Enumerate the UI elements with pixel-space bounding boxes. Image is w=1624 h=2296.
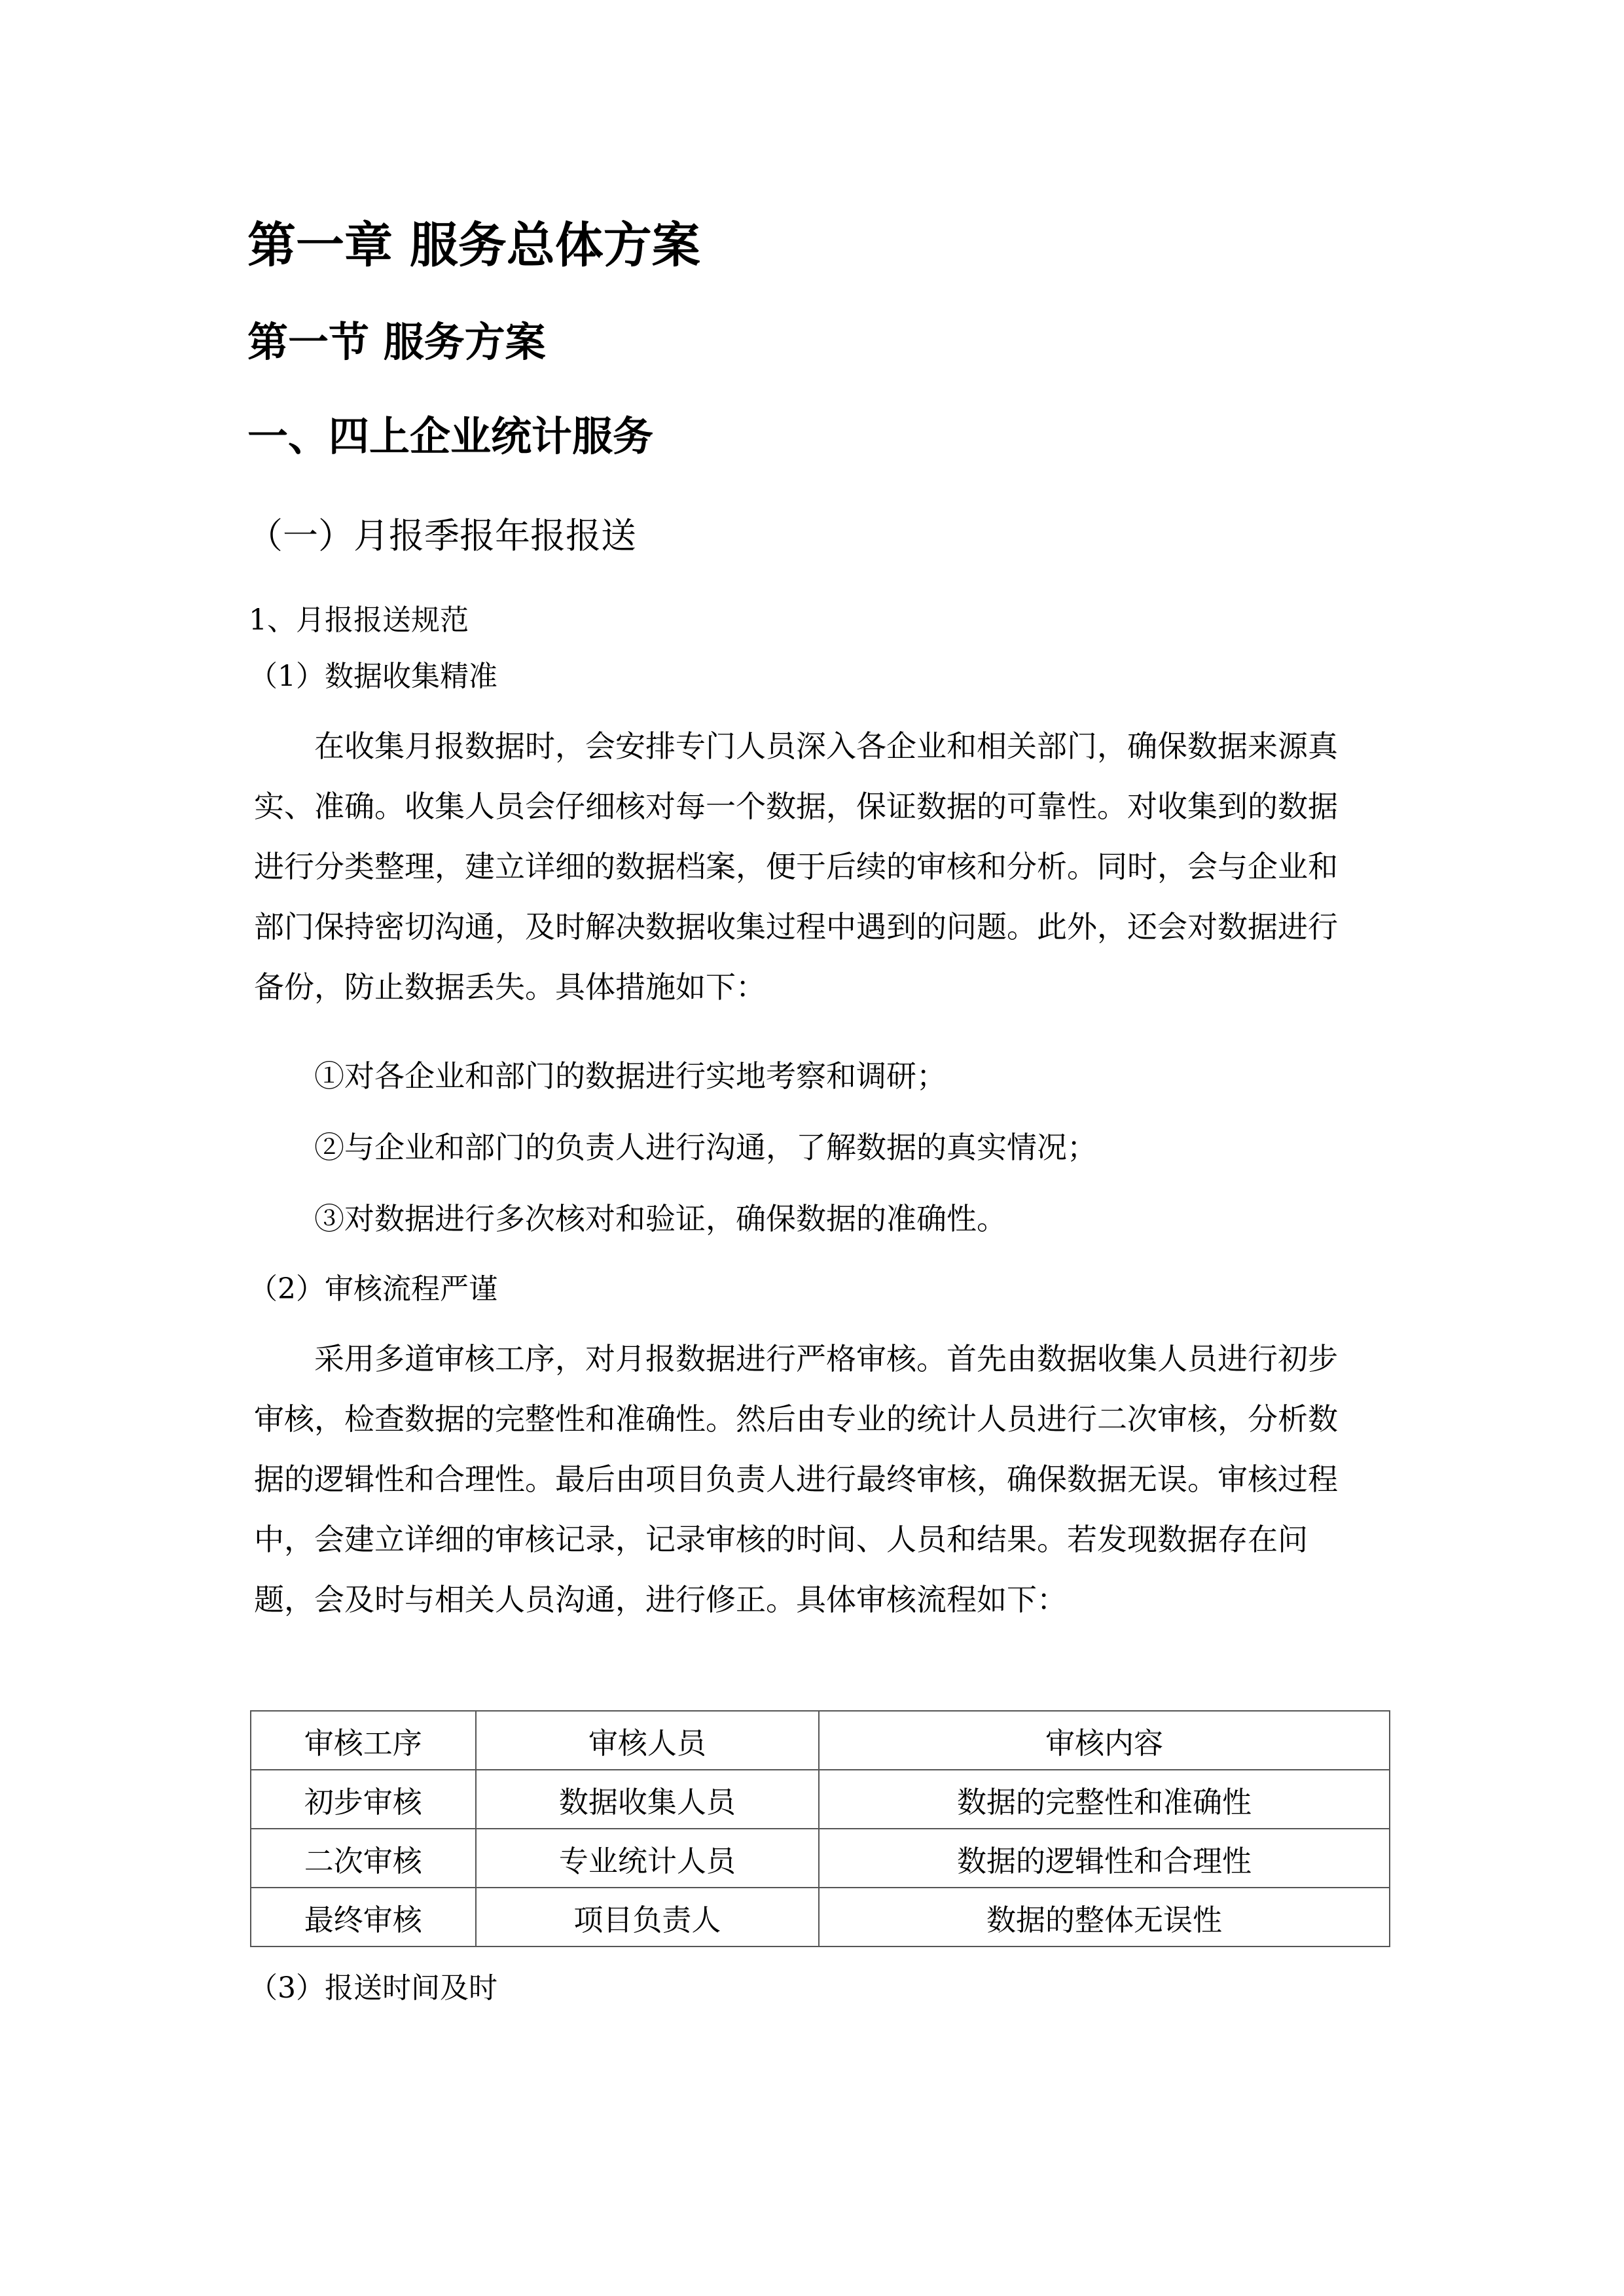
table-header-row: [251, 1711, 1390, 1770]
section-title: 第一节 服务方案: [247, 318, 546, 366]
table-row: [251, 1770, 1390, 1829]
table-row: [251, 1829, 1390, 1888]
table-header-cell: 审核工序: [251, 1711, 476, 1770]
part-title: （一）月报季报年报报送: [247, 515, 636, 556]
sub3-heading: （3）报送时间及时: [249, 1971, 497, 2005]
sub1-list-item-3: ③对数据进行多次核对和验证，确保数据的准确性。: [314, 1201, 1007, 1236]
table-cell: 初步审核: [251, 1770, 476, 1829]
sub2-paragraph: 采用多道审核工序，对月报数据进行严格审核。首先由数据收集人员进行初步审核，检查数据的完整性和准确性。然后由专业的统计人员进行二次审核，分析数据的逻辑性和合理性。最后由项目负责人进行最终审核，确保数据无误。审核过程中，会建立详细的审核记录，记录审核的时间、人员和结果。若发现数据存在问题，会及时与相关人员沟通，进行修正。具体审核流程如下：: [254, 1341, 1338, 1617]
sub2-heading: （2）审核流程严谨: [249, 1272, 497, 1306]
sub1-paragraph: 在收集月报数据时，会安排专门人员深入各企业和相关部门，确保数据来源真实、准确。收集人员会仔细核对每一个数据，保证数据的可靠性。对收集到的数据进行分类整理，建立详细的数据档案，便于后续的审核和分析。同时，会与企业和部门保持密切沟通，及时解决数据收集过程中遇到的问题。此外，还会对数据进行备份，防止数据丢失。具体措施如下：: [254, 728, 1338, 1005]
sub1-list-item-2: ②与企业和部门的负责人进行沟通，了解数据的真实情况；: [314, 1130, 1097, 1165]
sub1-list-item-1: ①对各企业和部门的数据进行实地考察和调研；: [314, 1058, 947, 1094]
item-title: 1、月报报送规范: [249, 603, 469, 637]
table-row: [251, 1888, 1390, 1946]
table-cell: 二次审核: [251, 1829, 476, 1888]
subsection-title: 一、四上企业统计服务: [247, 412, 654, 460]
table-cell: 数据的完整性和准确性: [819, 1770, 1390, 1829]
table-header-cell: 审核人员: [476, 1711, 819, 1770]
table-header-cell: 审核内容: [819, 1711, 1390, 1770]
table-cell: 数据的整体无误性: [819, 1888, 1390, 1946]
sub1-heading: （1）数据收集精准: [249, 660, 497, 693]
table-cell: 数据的逻辑性和合理性: [819, 1829, 1390, 1888]
review-process-table: [250, 1710, 1390, 1947]
table-cell: 专业统计人员: [476, 1829, 819, 1888]
table-cell: 项目负责人: [476, 1888, 819, 1946]
table-cell: 数据收集人员: [476, 1770, 819, 1829]
table-cell: 最终审核: [251, 1888, 476, 1946]
chapter-title: 第一章 服务总体方案: [247, 217, 700, 274]
